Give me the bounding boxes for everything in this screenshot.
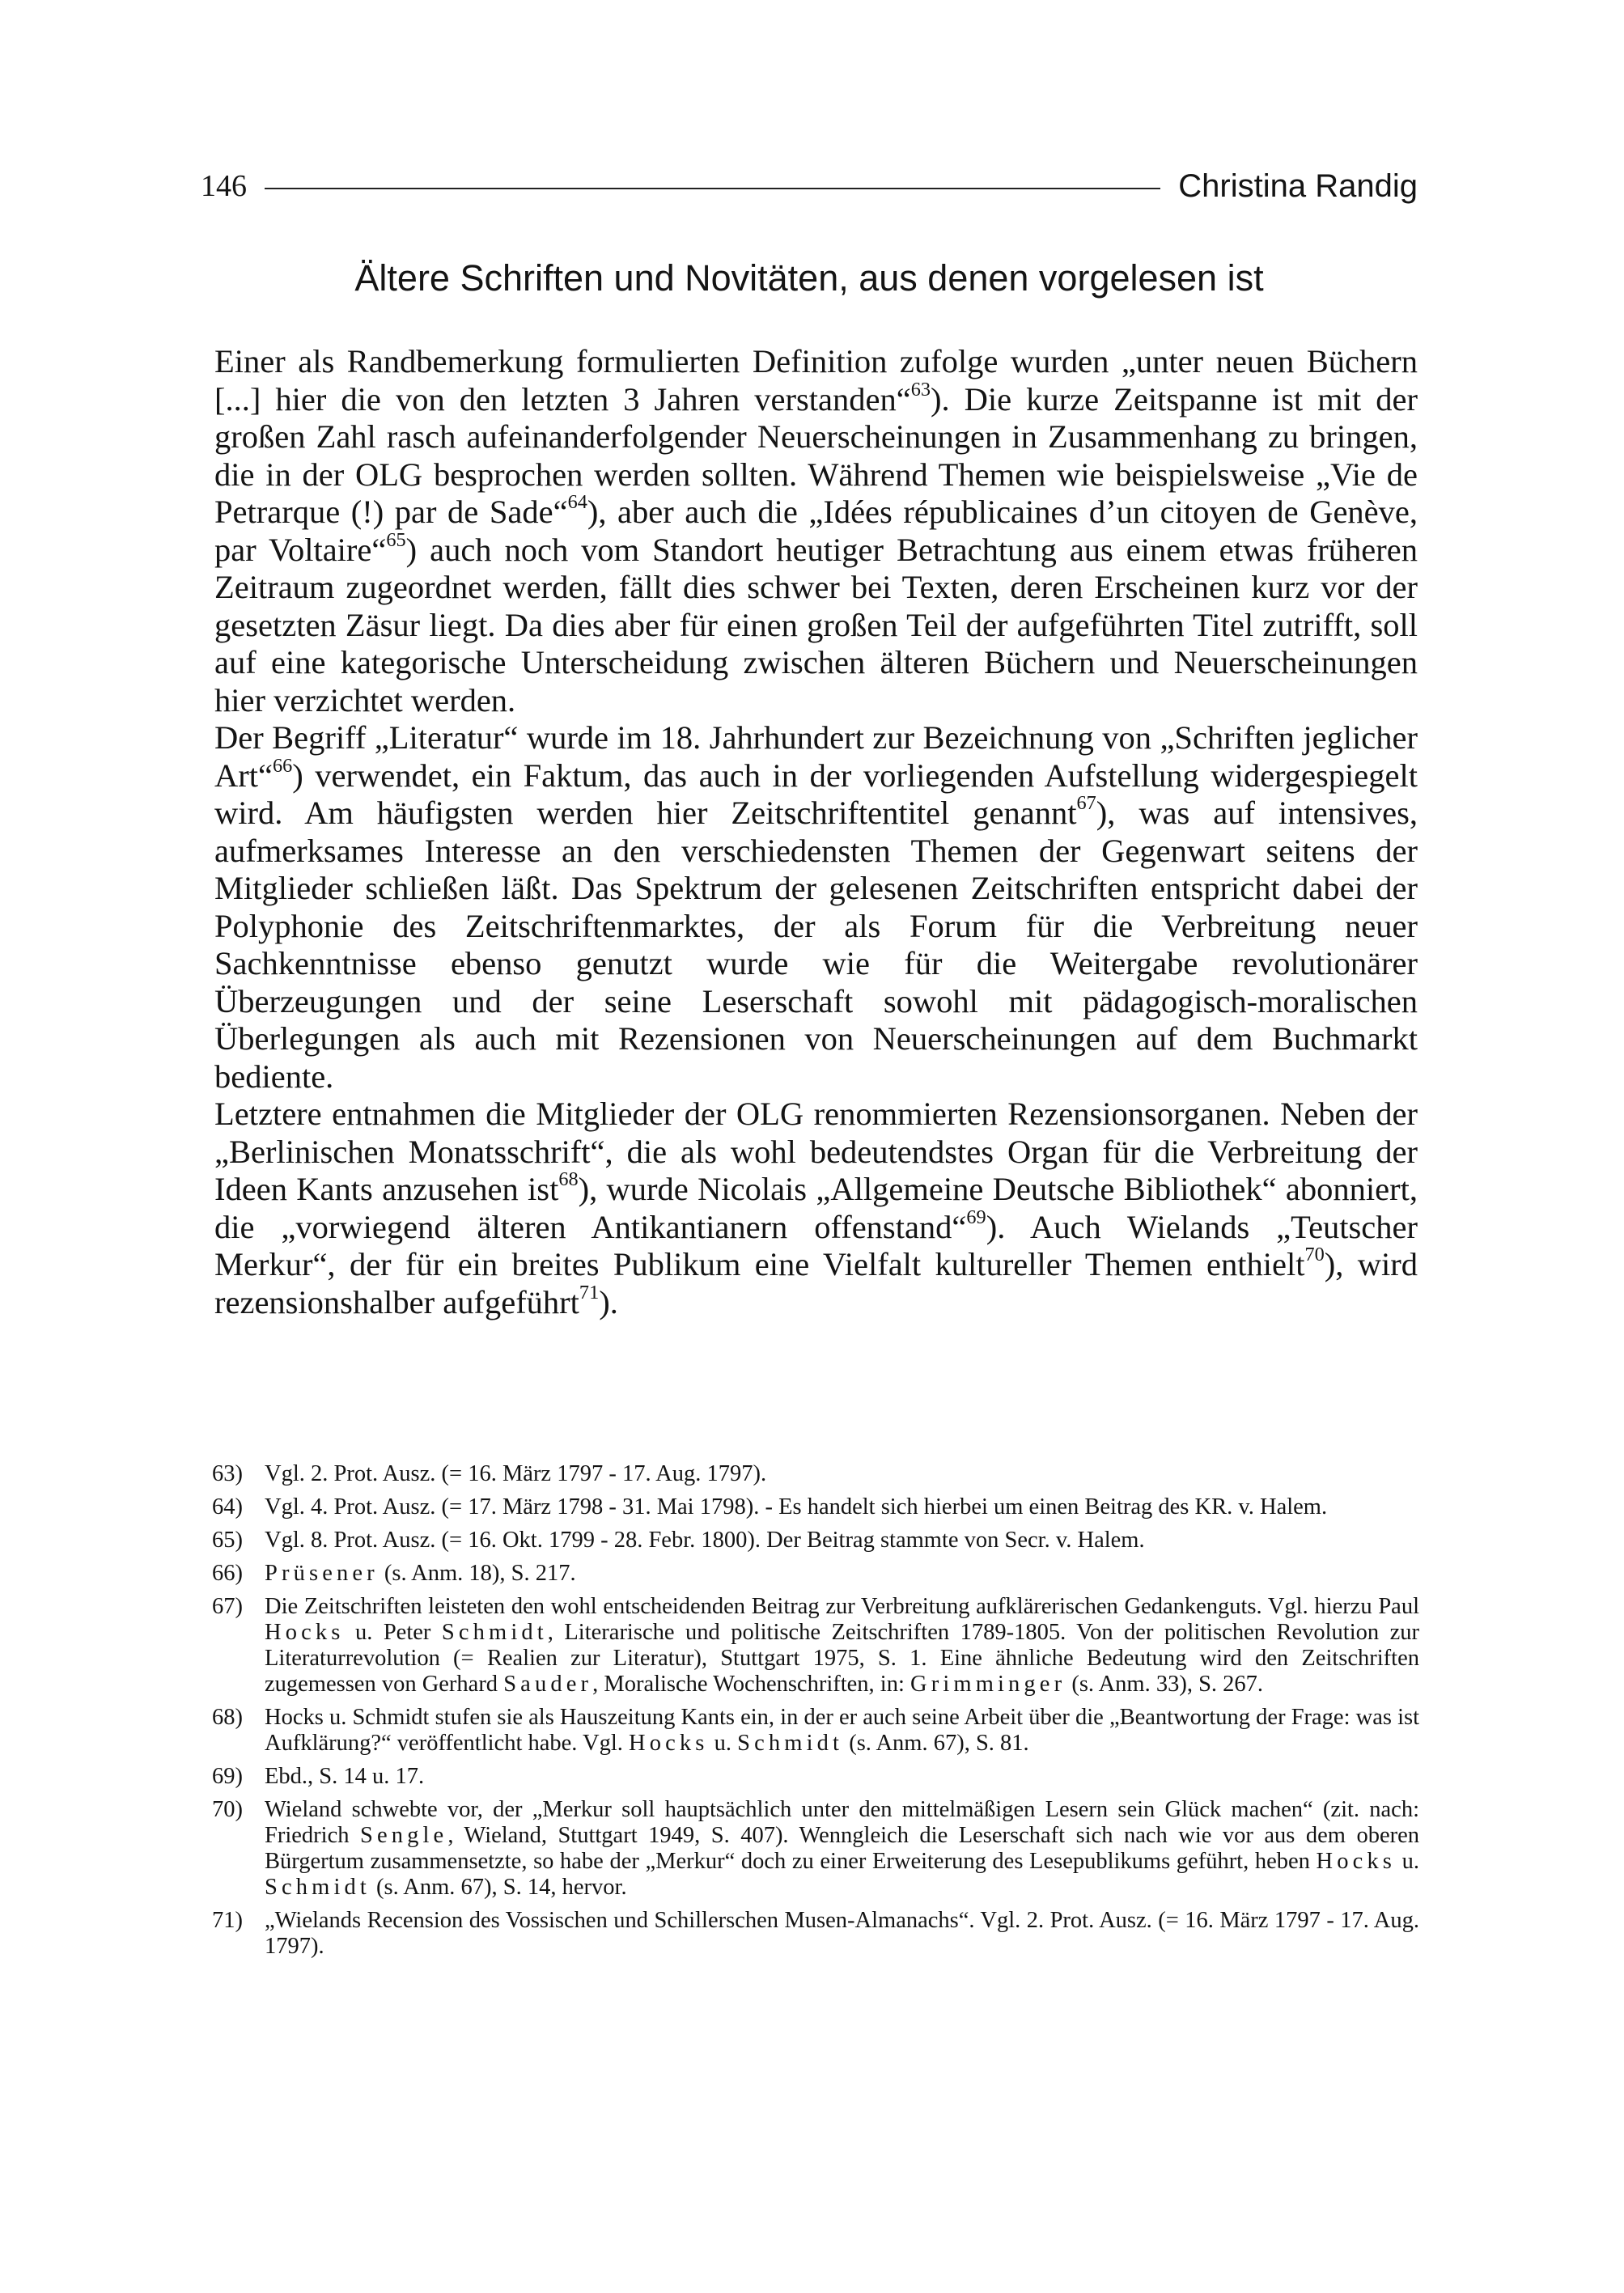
footnote-number: 67) (212, 1594, 243, 1619)
footnote-number: 63) (212, 1461, 243, 1486)
footnote-ref: 70 (1304, 1243, 1325, 1265)
spaced-author-name: Schmidt (265, 1875, 371, 1900)
text-run: ), aber auch die „Idées républicaines d’un citoyen de Genève, par Voltaire“ (214, 494, 1418, 568)
footnote (212, 1561, 1419, 1587)
footnote (212, 1797, 1419, 1901)
footnote-text (265, 1797, 1419, 1901)
footnote-text (265, 1764, 1419, 1790)
text-run: Hocks u. Schmidt stufen sie als Hauszeitung Kants ein, in der er auch seine Arbeit über die „Beantwortung der Frage: was ist Aufklärung?“ veröffentlicht habe. Vgl. (265, 1705, 1420, 1756)
text-run: u. (708, 1731, 738, 1756)
footnote-number: 70) (212, 1797, 243, 1822)
paragraph (214, 343, 1418, 719)
text-run: u. Peter (344, 1620, 442, 1645)
text-run: (s. Anm. 67), S. 14, hervor. (370, 1875, 627, 1900)
footnote-number: 69) (212, 1764, 243, 1789)
footnote-text (265, 1594, 1419, 1697)
text-run: Letztere entnahmen die Mitglieder der OLG renommierten Rezensionsorganen. Neben der „Berlinischen Monatsschrift“, die als wohl bedeutendstes Organ für die Verbreitung der Ideen Kants anzusehen ist (214, 1096, 1418, 1207)
text-run: Vgl. 8. Prot. Ausz. (= 16. Okt. 1799 - 28. Febr. 1800). Der Beitrag stammte von Secr. v. Halem. (265, 1528, 1145, 1553)
text-run: ), wurde Nicolais „Allgemeine Deutsche Bibliothek“ abonniert, die „vorwiegend älteren Antikantianern offenstand“ (214, 1171, 1418, 1245)
footnote-ref: 71 (579, 1281, 600, 1303)
running-head-author: Christina Randig (1178, 167, 1418, 204)
spaced-author-name: Sengle (359, 1823, 448, 1848)
spaced-author-name: Prüsener (265, 1561, 379, 1586)
spaced-author-name: Hocks (629, 1731, 709, 1756)
text-run: (s. Anm. 33), S. 267. (1066, 1672, 1264, 1697)
footnote-number: 65) (212, 1528, 243, 1553)
text-run: ) auch noch vom Standort heutiger Betrachtung aus einem etwas früheren Zeitraum zugeordnet werden, fällt dies schwer bei Texten, deren Erscheinen kurz vor der gesetzten Zäsur liegt. Da dies aber für einen großen Teil der aufgeführten Titel zutrifft, soll auf eine kategorische Unterscheidung zwischen älteren Büchern und Neuerscheinungen hier verzichtet werden. (214, 531, 1418, 718)
footnote (212, 1528, 1419, 1553)
footnote-text (265, 1461, 1419, 1487)
footnote (212, 1594, 1419, 1697)
text-run: ), wird rezensionshalber aufgeführt (214, 1246, 1418, 1320)
text-run: Ebd., S. 14 u. 17. (265, 1764, 425, 1789)
footnote-ref: 63 (910, 378, 931, 401)
text-run: u. (1396, 1849, 1419, 1874)
footnote-text (265, 1705, 1419, 1757)
footnote (212, 1494, 1419, 1520)
footnote-text (265, 1561, 1419, 1587)
footnote-ref: 65 (386, 528, 406, 551)
spaced-author-name: Hocks (265, 1620, 345, 1645)
footnotes (212, 1461, 1419, 1967)
paragraph (214, 719, 1418, 1096)
text-run: ). Die kurze Zeitspanne ist mit der großen Zahl rasch aufeinanderfolgender Neuerscheinungen in Zusammenhang zu bringen, die in der OLG besprochen werden sollten. Während Themen wie beispielsweise „Vie de Petrarque (!) par de Sade“ (214, 380, 1418, 530)
footnote-ref: 64 (567, 490, 587, 513)
text-run: ) verwendet, ein Faktum, das auch in der vorliegenden Aufstellung widergespiegelt wird. Am häufigsten werden hier Zeitschriftentitel genannt (214, 757, 1418, 831)
spaced-author-name: Schmidt (737, 1731, 844, 1756)
text-run: Wieland schwebte vor, der „Merkur soll hauptsächlich unter den mittelmäßigen Lesern sein Glück machen“ (zit. nach: Friedrich (265, 1797, 1419, 1848)
text-run: Vgl. 4. Prot. Ausz. (= 17. März 1798 - 31. Mai 1798). - Es handelt sich hierbei um einen Beitrag des KR. v. Halem. (265, 1494, 1328, 1519)
header-rule (265, 188, 1160, 189)
footnote-text (265, 1528, 1419, 1553)
paragraph (214, 1096, 1418, 1321)
footnote-number: 68) (212, 1705, 243, 1730)
footnote-ref: 68 (558, 1168, 579, 1190)
footnote-ref: 69 (966, 1206, 986, 1228)
footnote-number: 64) (212, 1494, 243, 1519)
footnote-number: 71) (212, 1908, 243, 1933)
footnote-text (265, 1908, 1419, 1960)
footnote (212, 1705, 1419, 1757)
spaced-author-name: Schmidt (441, 1620, 548, 1645)
text-run: ). Auch Wielands „Teutscher Merkur“, der für ein breites Publikum eine Vielfalt kultureller Themen enthielt (214, 1208, 1418, 1282)
text-run: ), was auf intensives, aufmerksames Interesse an den verschiedensten Themen der Gegenwart seitens der Mitglieder schließen läßt. Das Spektrum der gelesenen Zeitschriften entspricht dabei der Polyphonie des Zeitschriftenmarktes, der als Forum für die Verbreitung neuer Sachkenntnisse ebenso genutzt wurde wie für die Weitergabe revolutionärer Überzeugungen und der seine Leserschaft sowohl mit pädagogisch-moralischen Überlegungen als auch mit Rezensionen von Neuerscheinungen auf dem Buchmarkt bediente. (214, 795, 1418, 1095)
text-run: Einer als Randbemerkung formulierten Definition zufolge wurden „unter neuen Büchern [...] hier die von den letzten 3 Jahren verstanden“ (214, 343, 1418, 417)
footnote (212, 1764, 1419, 1790)
body-text (214, 343, 1418, 1321)
text-run: (s. Anm. 67), S. 81. (843, 1731, 1029, 1756)
footnote (212, 1908, 1419, 1960)
footnote-ref: 66 (272, 754, 293, 777)
footnote-text (265, 1494, 1419, 1520)
text-run: (s. Anm. 18), S. 217. (378, 1561, 576, 1586)
text-run: Vgl. 2. Prot. Ausz. (= 16. März 1797 - 17. Aug. 1797). (265, 1461, 767, 1486)
text-run: ). (599, 1283, 618, 1320)
spaced-author-name: Grimminger (910, 1672, 1066, 1697)
text-run: , Literarische und politische Zeitschriften 1789-1805. Von der politischen Revolution zur Literaturrevolution (= Realien zur Literatur), Stuttgart 1975, S. 1. Eine ähnliche Bedeutung wird den Zeitschriften zugemessen von Gerhard (265, 1620, 1419, 1697)
text-run: Der Begriff „Literatur“ wurde im 18. Jahrhundert zur Bezeichnung von „Schriften jeglicher Art“ (214, 719, 1418, 794)
footnote (212, 1461, 1419, 1487)
text-run: „Wielands Recension des Vossischen und Schillerschen Musen-Almanachs“. Vgl. 2. Prot. Ausz. (= 16. März 1797 - 17. Aug. 1797). (265, 1908, 1419, 1959)
running-head (201, 162, 1418, 210)
footnote-ref: 67 (1076, 791, 1096, 814)
text-run: , Moralische Wochenschriften, in: (592, 1672, 911, 1697)
page-number: 146 (201, 169, 247, 203)
spaced-author-name: Sauder (503, 1672, 593, 1697)
spaced-author-name: Hocks (1316, 1849, 1396, 1874)
footnote-number: 66) (212, 1561, 243, 1586)
section-title: Ältere Schriften und Novitäten, aus denen vorgelesen ist (354, 257, 1264, 299)
text-run: , Wieland, Stuttgart 1949, S. 407). Wenngleich die Leserschaft sich nach wie vor aus dem oberen Bürgertum zusammensetzte, so habe der „Merkur“ doch zu einer Erweiterung des Lesepublikums geführt, heben (265, 1823, 1419, 1874)
text-run: Die Zeitschriften leisteten den wohl entscheidenden Beitrag zur Verbreitung aufklärerischen Gedankenguts. Vgl. hierzu Paul (265, 1594, 1419, 1619)
